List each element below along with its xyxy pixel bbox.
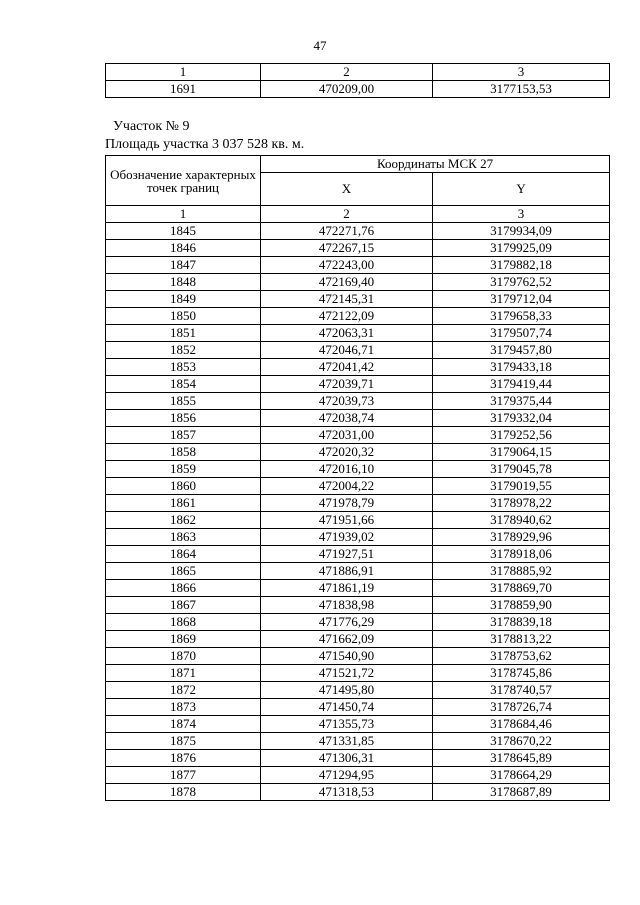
table-row bbox=[106, 274, 610, 291]
y-coordinate-cell: 3178869,70 bbox=[433, 580, 610, 597]
table-row bbox=[106, 699, 610, 716]
y-coordinate-cell: 3179762,52 bbox=[433, 274, 610, 291]
point-id-cell: 1871 bbox=[106, 665, 261, 682]
point-id-cell: 1691 bbox=[106, 81, 261, 98]
coordinates-table-body bbox=[106, 156, 610, 801]
table-row bbox=[106, 495, 610, 512]
x-coordinate-cell: 471306,31 bbox=[261, 750, 433, 767]
section-title: Участок № 9 bbox=[113, 119, 190, 134]
previous-coordinates-table bbox=[105, 63, 610, 98]
y-coordinate-cell: 3178684,46 bbox=[433, 716, 610, 733]
table-row bbox=[106, 512, 610, 529]
x-coordinate-cell: 472038,74 bbox=[261, 410, 433, 427]
table-row bbox=[106, 359, 610, 376]
point-id-cell: 1852 bbox=[106, 342, 261, 359]
point-id-cell: 1849 bbox=[106, 291, 261, 308]
x-coordinate-cell: 471331,85 bbox=[261, 733, 433, 750]
table-row bbox=[106, 81, 610, 98]
table-row bbox=[106, 308, 610, 325]
x-coordinate-cell: 472041,42 bbox=[261, 359, 433, 376]
point-id-cell: 1855 bbox=[106, 393, 261, 410]
y-coordinate-cell: 3178753,62 bbox=[433, 648, 610, 665]
point-id-cell: 1866 bbox=[106, 580, 261, 597]
y-coordinate-cell: 3178670,22 bbox=[433, 733, 610, 750]
x-coordinate-cell: 472267,15 bbox=[261, 240, 433, 257]
table-row bbox=[106, 750, 610, 767]
table-row bbox=[106, 342, 610, 359]
point-id-cell: 1853 bbox=[106, 359, 261, 376]
x-coordinate-cell: 472271,76 bbox=[261, 223, 433, 240]
point-id-cell: 1845 bbox=[106, 223, 261, 240]
point-id-cell: 1856 bbox=[106, 410, 261, 427]
y-coordinate-cell: 3178940,62 bbox=[433, 512, 610, 529]
y-coordinate-cell: 3178813,22 bbox=[433, 631, 610, 648]
table-row bbox=[106, 529, 610, 546]
y-coordinate-cell: 3179433,18 bbox=[433, 359, 610, 376]
x-coordinate-cell: 472039,71 bbox=[261, 376, 433, 393]
x-coordinate-cell: 472063,31 bbox=[261, 325, 433, 342]
table-row bbox=[106, 291, 610, 308]
table-row bbox=[106, 325, 610, 342]
table-row bbox=[106, 733, 610, 750]
point-id-cell: 1851 bbox=[106, 325, 261, 342]
x-header: X bbox=[261, 173, 433, 206]
x-coordinate-cell: 471886,91 bbox=[261, 563, 433, 580]
y-coordinate-cell: 3178687,89 bbox=[433, 784, 610, 801]
column-number-row bbox=[106, 206, 610, 223]
column-number-cell: 3 bbox=[433, 64, 610, 81]
x-coordinate-cell: 471861,19 bbox=[261, 580, 433, 597]
table-row bbox=[106, 393, 610, 410]
y-coordinate-cell: 3178918,06 bbox=[433, 546, 610, 563]
y-coordinate-cell: 3179457,80 bbox=[433, 342, 610, 359]
x-coordinate-cell: 471450,74 bbox=[261, 699, 433, 716]
table-header-row bbox=[106, 64, 610, 81]
page-number: 47 bbox=[313, 38, 327, 53]
x-coordinate-cell: 471318,53 bbox=[261, 784, 433, 801]
y-coordinate-cell: 3179332,04 bbox=[433, 410, 610, 427]
y-coordinate-cell: 3177153,53 bbox=[433, 81, 610, 98]
point-id-cell: 1869 bbox=[106, 631, 261, 648]
point-id-cell: 1864 bbox=[106, 546, 261, 563]
table-row bbox=[106, 648, 610, 665]
column-number-cell: 2 bbox=[261, 206, 433, 223]
point-id-cell: 1868 bbox=[106, 614, 261, 631]
y-coordinate-cell: 3178645,89 bbox=[433, 750, 610, 767]
x-coordinate-cell: 472004,22 bbox=[261, 478, 433, 495]
point-id-cell: 1875 bbox=[106, 733, 261, 750]
coordinates-header: Координаты МСК 27 bbox=[261, 156, 610, 173]
y-coordinate-cell: 3178859,90 bbox=[433, 597, 610, 614]
y-coordinate-cell: 3179882,18 bbox=[433, 257, 610, 274]
table-row bbox=[106, 427, 610, 444]
point-id-cell: 1865 bbox=[106, 563, 261, 580]
x-coordinate-cell: 472039,73 bbox=[261, 393, 433, 410]
y-coordinate-cell: 3178740,57 bbox=[433, 682, 610, 699]
x-coordinate-cell: 472031,00 bbox=[261, 427, 433, 444]
table-row bbox=[106, 546, 610, 563]
table-row bbox=[106, 682, 610, 699]
x-coordinate-cell: 471776,29 bbox=[261, 614, 433, 631]
table-row bbox=[106, 376, 610, 393]
point-id-cell: 1860 bbox=[106, 478, 261, 495]
table-row bbox=[106, 444, 610, 461]
y-coordinate-cell: 3179252,56 bbox=[433, 427, 610, 444]
x-coordinate-cell: 471355,73 bbox=[261, 716, 433, 733]
table-row bbox=[106, 240, 610, 257]
table-row bbox=[106, 410, 610, 427]
table-row bbox=[106, 563, 610, 580]
table-row bbox=[106, 767, 610, 784]
x-coordinate-cell: 471662,09 bbox=[261, 631, 433, 648]
point-id-cell: 1847 bbox=[106, 257, 261, 274]
y-coordinate-cell: 3179064,15 bbox=[433, 444, 610, 461]
table-row bbox=[106, 461, 610, 478]
x-coordinate-cell: 472016,10 bbox=[261, 461, 433, 478]
y-coordinate-cell: 3179045,78 bbox=[433, 461, 610, 478]
table-row bbox=[106, 478, 610, 495]
point-id-cell: 1876 bbox=[106, 750, 261, 767]
column-number-cell: 3 bbox=[433, 206, 610, 223]
x-coordinate-cell: 472122,09 bbox=[261, 308, 433, 325]
column-number-cell: 1 bbox=[106, 206, 261, 223]
previous-table-body bbox=[106, 64, 610, 98]
y-coordinate-cell: 3179925,09 bbox=[433, 240, 610, 257]
point-id-cell: 1867 bbox=[106, 597, 261, 614]
table-row bbox=[106, 580, 610, 597]
y-header: Y bbox=[433, 173, 610, 206]
y-coordinate-cell: 3179375,44 bbox=[433, 393, 610, 410]
table-row bbox=[106, 223, 610, 240]
y-coordinate-cell: 3178978,22 bbox=[433, 495, 610, 512]
y-coordinate-cell: 3178885,92 bbox=[433, 563, 610, 580]
x-coordinate-cell: 471978,79 bbox=[261, 495, 433, 512]
point-id-cell: 1878 bbox=[106, 784, 261, 801]
table-row bbox=[106, 257, 610, 274]
point-id-cell: 1858 bbox=[106, 444, 261, 461]
y-coordinate-cell: 3179934,09 bbox=[433, 223, 610, 240]
column-number-cell: 1 bbox=[106, 64, 261, 81]
y-coordinate-cell: 3178726,74 bbox=[433, 699, 610, 716]
table-row bbox=[106, 597, 610, 614]
x-coordinate-cell: 472243,00 bbox=[261, 257, 433, 274]
coordinates-table bbox=[105, 155, 610, 801]
area-text: Площадь участка 3 037 528 кв. м. bbox=[105, 137, 305, 152]
point-id-cell: 1863 bbox=[106, 529, 261, 546]
table-row bbox=[106, 784, 610, 801]
y-coordinate-cell: 3178664,29 bbox=[433, 767, 610, 784]
y-coordinate-cell: 3178745,86 bbox=[433, 665, 610, 682]
point-id-cell: 1859 bbox=[106, 461, 261, 478]
y-coordinate-cell: 3179419,44 bbox=[433, 376, 610, 393]
x-coordinate-cell: 471521,72 bbox=[261, 665, 433, 682]
y-coordinate-cell: 3179019,55 bbox=[433, 478, 610, 495]
y-coordinate-cell: 3179658,33 bbox=[433, 308, 610, 325]
table-row bbox=[106, 716, 610, 733]
x-coordinate-cell: 471951,66 bbox=[261, 512, 433, 529]
table-row bbox=[106, 614, 610, 631]
point-id-cell: 1877 bbox=[106, 767, 261, 784]
point-id-cell: 1870 bbox=[106, 648, 261, 665]
point-id-cell: 1857 bbox=[106, 427, 261, 444]
x-coordinate-cell: 471838,98 bbox=[261, 597, 433, 614]
x-coordinate-cell: 471540,90 bbox=[261, 648, 433, 665]
point-id-cell: 1872 bbox=[106, 682, 261, 699]
point-id-cell: 1846 bbox=[106, 240, 261, 257]
x-coordinate-cell: 471927,51 bbox=[261, 546, 433, 563]
point-id-cell: 1854 bbox=[106, 376, 261, 393]
y-coordinate-cell: 3179507,74 bbox=[433, 325, 610, 342]
x-coordinate-cell: 470209,00 bbox=[261, 81, 433, 98]
x-coordinate-cell: 471294,95 bbox=[261, 767, 433, 784]
x-coordinate-cell: 472020,32 bbox=[261, 444, 433, 461]
table-row bbox=[106, 631, 610, 648]
column-number-cell: 2 bbox=[261, 64, 433, 81]
y-coordinate-cell: 3179712,04 bbox=[433, 291, 610, 308]
x-coordinate-cell: 472046,71 bbox=[261, 342, 433, 359]
point-id-cell: 1862 bbox=[106, 512, 261, 529]
point-id-cell: 1848 bbox=[106, 274, 261, 291]
x-coordinate-cell: 471939,02 bbox=[261, 529, 433, 546]
y-coordinate-cell: 3178929,96 bbox=[433, 529, 610, 546]
table-header-row bbox=[106, 156, 610, 173]
y-coordinate-cell: 3178839,18 bbox=[433, 614, 610, 631]
point-designation-header: Обозначение характерных точек границ bbox=[106, 156, 261, 206]
point-id-cell: 1850 bbox=[106, 308, 261, 325]
point-id-cell: 1873 bbox=[106, 699, 261, 716]
x-coordinate-cell: 472145,31 bbox=[261, 291, 433, 308]
x-coordinate-cell: 472169,40 bbox=[261, 274, 433, 291]
x-coordinate-cell: 471495,80 bbox=[261, 682, 433, 699]
table-row bbox=[106, 665, 610, 682]
point-id-cell: 1874 bbox=[106, 716, 261, 733]
point-id-cell: 1861 bbox=[106, 495, 261, 512]
